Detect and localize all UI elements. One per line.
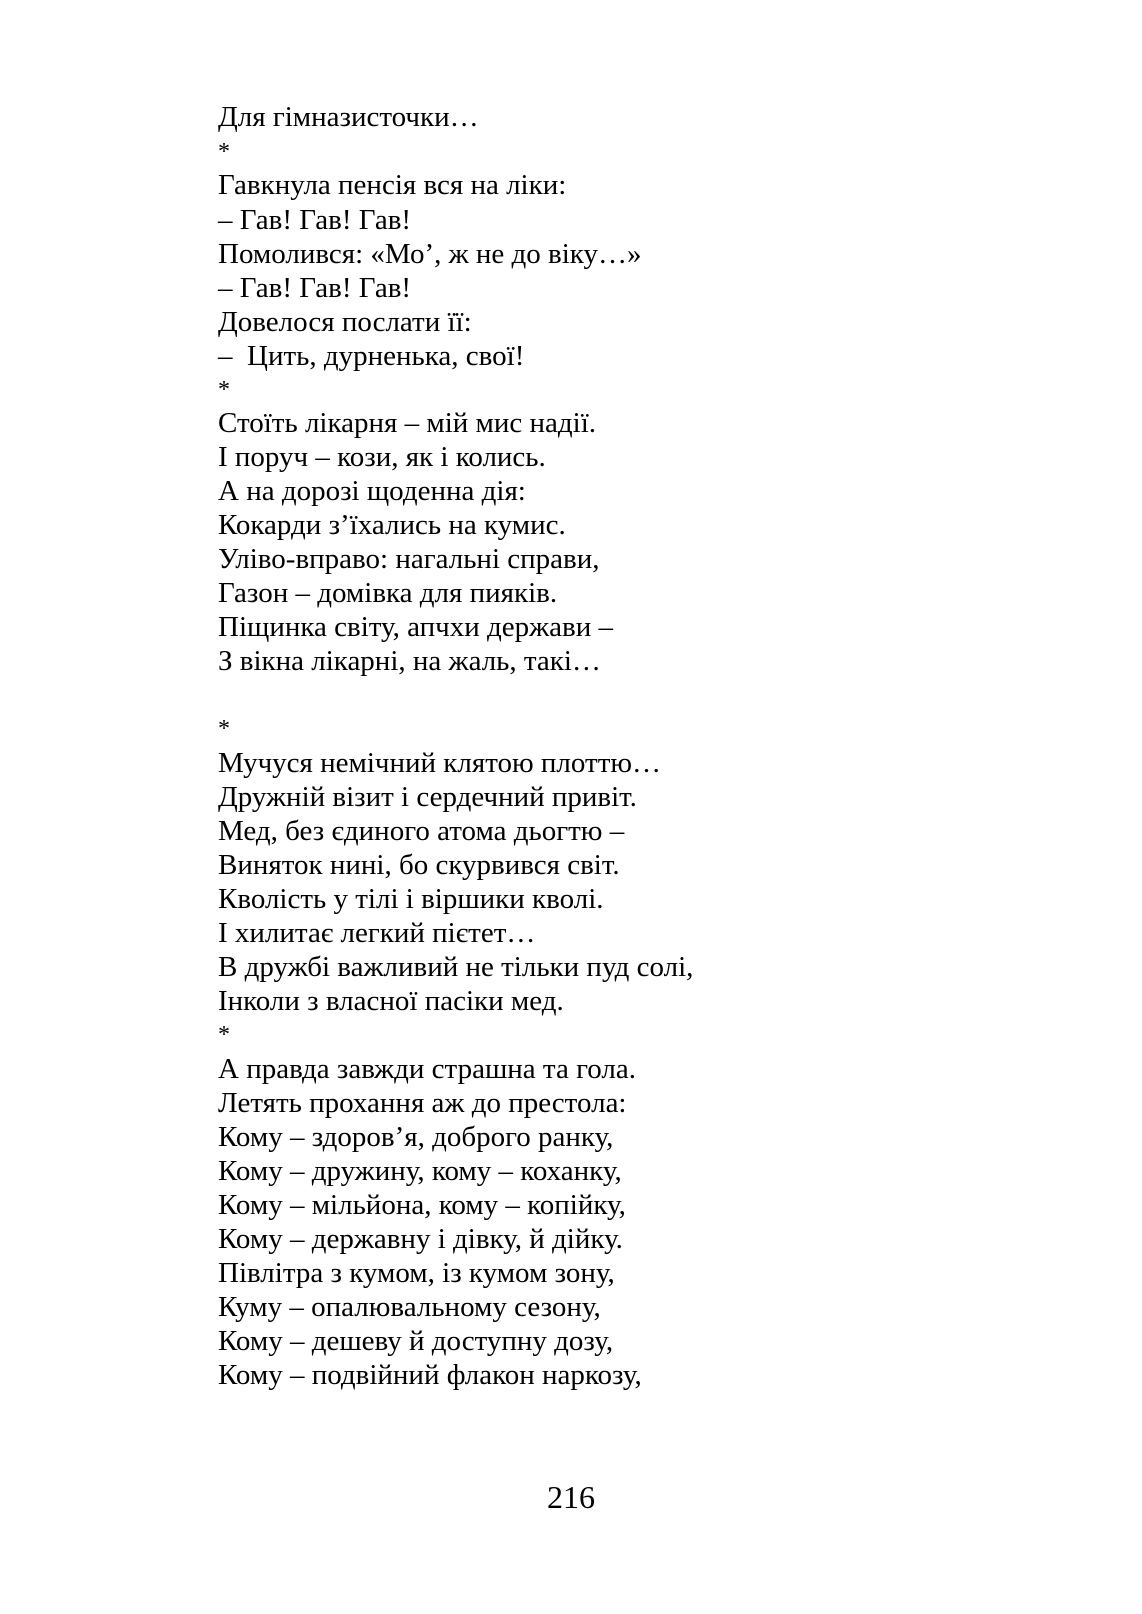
poem-line: – Гав! Гав! Гав!	[218, 272, 412, 304]
poem-line: Для гімназисточки…	[218, 101, 479, 133]
poem-line: І хилитає легкий пієтет…	[218, 917, 536, 949]
poem-line: Мед, без єдиного атома дьогтю –	[218, 815, 625, 847]
poem-line: Довелося послати її:	[218, 306, 472, 338]
poem-line: – Цить, дурненька, свої!	[218, 340, 525, 372]
page-number: 216	[547, 1479, 595, 1515]
poem-line: В дружбі важливий не тільки пуд солі,	[218, 951, 694, 983]
poem-line: Кволість у тілі і віршики кволі.	[218, 883, 604, 915]
poem-line: Помолився: «Мо’, ж не до віку…»	[218, 238, 642, 270]
poem-line: Мучуся немічний клятою плоттю…	[218, 747, 662, 779]
poem-line: А на дорозі щоденна дія:	[218, 475, 526, 507]
section-separator: *	[218, 1022, 230, 1048]
poem-line: З вікна лікарні, на жаль, такі…	[218, 645, 601, 677]
section-separator: *	[218, 716, 230, 742]
section-separator: *	[218, 377, 230, 403]
poem-line: І поруч – кози, як і колись.	[218, 441, 546, 473]
poem-line: Стоїть лікарня – мій мис надії.	[218, 407, 597, 439]
poem-line: Кому – дешеву й доступну дозу,	[218, 1325, 614, 1357]
poem-line: Інколи з власної пасіки мед.	[218, 985, 564, 1017]
poem-line: Кому – мільйона, кому – копійку,	[218, 1189, 626, 1221]
poem-line: Піщинка світу, апчхи держави –	[218, 611, 614, 643]
poem-line: Півлітра з кумом, із кумом зону,	[218, 1257, 615, 1289]
poem-line: Куму – опалювальному сезону,	[218, 1291, 601, 1323]
poem-line: Кому – здоров’я, доброго ранку,	[218, 1121, 614, 1153]
poem-line: Газон – домівка для пияків.	[218, 577, 558, 609]
poem-line: – Гав! Гав! Гав!	[218, 204, 412, 236]
poem-line: Виняток нині, бо скурвився світ.	[218, 849, 620, 881]
poem-line: Кокарди з’їхались на кумис.	[218, 509, 566, 541]
poem-line: Уліво-вправо: нагальні справи,	[218, 543, 600, 575]
poem-line: Гавкнула пенсія вся на ліки:	[218, 169, 567, 201]
poem-line: Дружній візит і сердечний привіт.	[218, 781, 637, 813]
section-separator: *	[218, 139, 230, 165]
poem-line: Кому – подвійний флакон наркозу,	[218, 1359, 642, 1391]
poem-line: Кому – державну і дівку, й дійку.	[218, 1223, 623, 1255]
poem-line: А правда завжди страшна та гола.	[218, 1053, 636, 1085]
poem-line: Кому – дружину, кому – коханку,	[218, 1155, 622, 1187]
poem-line: Летять прохання аж до престола:	[218, 1087, 627, 1119]
